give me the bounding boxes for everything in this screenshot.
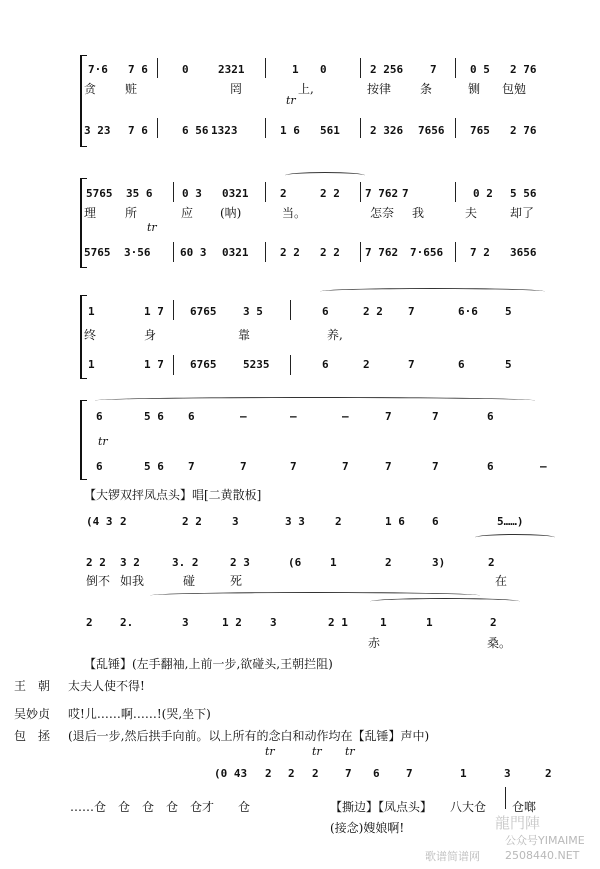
trill-mark: tr [147, 221, 157, 234]
dialogue-line: (退后一步,然后拱手向前。以上所有的念白和动作均在【乱锤】声中) [68, 729, 430, 743]
jianpu-note: 3 [504, 767, 511, 780]
lyric-char: 养, [327, 328, 343, 342]
jianpu-note: 7 [408, 305, 415, 318]
jianpu-note: 5 6 [144, 460, 164, 473]
jianpu-note: 5……) [497, 515, 524, 528]
jianpu-note: 3·56 [124, 246, 151, 259]
jianpu-note: 7 [408, 358, 415, 371]
lyric-char: 碰 [183, 574, 196, 588]
jianpu-note: 3 2 [120, 556, 140, 569]
lyric-char: 罔 [230, 82, 243, 96]
jianpu-note: 3. 2 [172, 556, 199, 569]
jianpu-note: 6 [487, 460, 494, 473]
speaker-name: 王 朝 [14, 679, 51, 693]
lyric-char: 按律 [367, 82, 392, 96]
jianpu-note: (6 [288, 556, 302, 569]
jianpu-note: 2 [490, 616, 497, 629]
barline [173, 182, 174, 202]
jianpu-note: 1 [460, 767, 467, 780]
lyric-char: 上, [298, 82, 314, 96]
jianpu-note: 0 2 [473, 187, 493, 200]
jianpu-note: 561 [320, 124, 340, 137]
barline [265, 242, 266, 262]
jianpu-note: 0 3 [182, 187, 202, 200]
lyric-char: 夫 [465, 206, 478, 220]
jianpu-note: 3) [432, 556, 446, 569]
lyric-char: 死 [230, 574, 243, 588]
jianpu-note: 7 [290, 460, 297, 473]
jianpu-note: 7656 [418, 124, 445, 137]
jianpu-note: 6·6 [458, 305, 478, 318]
jianpu-note: 6 [188, 410, 195, 423]
jianpu-note: 2 2 [86, 556, 106, 569]
percussion-label: 【撕边】【凤点头】 [330, 800, 433, 814]
jianpu-note: 2 [385, 556, 392, 569]
jianpu-note: 3656 [510, 246, 537, 259]
jianpu-note: 3 23 [84, 124, 111, 137]
watermark: 龍門陣 [495, 814, 541, 832]
lyric-char: 应 [181, 206, 194, 220]
lyric-char: 铡 [468, 82, 481, 96]
jianpu-note: 2 2 [320, 187, 340, 200]
lyric-char: 所 [125, 206, 138, 220]
barline [360, 58, 361, 78]
spoken-line: (接念)嫂娘啊! [330, 821, 405, 835]
lyric-char: 我 [412, 206, 425, 220]
watermark: 歌谱简谱网 [425, 850, 480, 863]
tie [285, 172, 365, 179]
barline [290, 355, 291, 375]
jianpu-note: – [290, 410, 297, 423]
jianpu-note: (4 3 [86, 515, 113, 528]
jianpu-note: 3 3 [285, 515, 305, 528]
lyric-char: 赃 [125, 82, 138, 96]
barline [360, 242, 361, 262]
jianpu-note: 7 [402, 187, 409, 200]
tie [95, 397, 535, 404]
jianpu-note: 5235 [243, 358, 270, 371]
barline [455, 58, 456, 78]
system-2 [0, 182, 600, 272]
jianpu-note: 7 [406, 767, 413, 780]
barline [173, 300, 174, 320]
jianpu-note: 2 [280, 187, 287, 200]
jianpu-note: 3 [270, 616, 277, 629]
trill-mark: tr [98, 435, 108, 448]
jianpu-note: 2 326 [370, 124, 404, 137]
jianpu-note: 6 [458, 358, 465, 371]
trill-mark: tr [286, 94, 296, 107]
percussion-label: 八大仓 [450, 800, 487, 814]
lyric-char: 终 [84, 328, 97, 342]
jianpu-note: 5765 [84, 246, 111, 259]
jianpu-note: 2 256 [370, 63, 404, 76]
jianpu-note: 2 [288, 767, 295, 780]
lyric-char: 赤 [368, 636, 381, 650]
jianpu-note: 7 [432, 410, 439, 423]
jianpu-note: 6 [432, 515, 439, 528]
jianpu-note: 1 6 [280, 124, 300, 137]
percussion-line: ……仓 仓 仓 仓 仓才 仓 [70, 800, 251, 814]
barline [455, 118, 456, 138]
speaker-name: 吴妙贞 [14, 707, 51, 721]
jianpu-note: 7 6 [128, 63, 148, 76]
barline [265, 58, 266, 78]
jianpu-note: 2 1 [328, 616, 348, 629]
jianpu-note: 2 76 [510, 63, 537, 76]
jianpu-note: 1 6 [385, 515, 405, 528]
lyric-char: 包勉 [502, 82, 527, 96]
lyric-char: 靠 [238, 328, 251, 342]
jianpu-note: 5 6 [144, 410, 164, 423]
lyric-char: 理 [84, 206, 97, 220]
lyric-char: (呐) [220, 206, 242, 220]
jianpu-note: 6 [373, 767, 380, 780]
jianpu-note: 3 [182, 616, 189, 629]
jianpu-note: 7 [430, 63, 437, 76]
jianpu-note: 6765 [190, 305, 217, 318]
speaker-name: 包 拯 [14, 729, 51, 743]
lyric-char: 桑。 [487, 636, 512, 650]
jianpu-note: 7 [240, 460, 247, 473]
barline [455, 182, 456, 202]
jianpu-note: – [342, 410, 349, 423]
jianpu-note: 1 [380, 616, 387, 629]
lyric-char: 在 [495, 574, 508, 588]
jianpu-note: 2 2 [182, 515, 202, 528]
trill-mark: tr [312, 745, 322, 758]
jianpu-note: 7 [385, 410, 392, 423]
jianpu-note: 2 [120, 515, 127, 528]
system-4 [0, 405, 600, 485]
dialogue-line: 太夫人使不得! [68, 679, 145, 693]
lyric-char: 如我 [120, 574, 145, 588]
jianpu-note: 1 [88, 305, 95, 318]
jianpu-note: 6 [487, 410, 494, 423]
jianpu-note: 2. [120, 616, 134, 629]
jianpu-note: 1 [426, 616, 433, 629]
jianpu-note: 35 6 [126, 187, 153, 200]
jianpu-note: 2 [312, 767, 319, 780]
jianpu-note: 1 [88, 358, 95, 371]
barline [173, 355, 174, 375]
jianpu-note: 5 [505, 305, 512, 318]
jianpu-note: 7 762 [365, 246, 399, 259]
jianpu-note: 3 [232, 515, 239, 528]
barline [173, 242, 174, 262]
jianpu-note: 7 [188, 460, 195, 473]
jianpu-note: 60 3 [180, 246, 207, 259]
watermark: 2508440.NET [505, 849, 580, 862]
barline [290, 300, 291, 320]
system-1 [0, 58, 600, 148]
lyric-char: 贪 [84, 82, 97, 96]
jianpu-note: 3 5 [243, 305, 263, 318]
tie [475, 534, 555, 541]
jianpu-note: 2321 [218, 63, 245, 76]
jianpu-note: 6 [322, 305, 329, 318]
jianpu-note: 1 7 [144, 305, 164, 318]
jianpu-note: 7 [342, 460, 349, 473]
stage-direction: 【乱锤】(左手翻袖,上前一步,欲碰头,王朝拦阻) [84, 657, 333, 671]
jianpu-note: 2 [363, 358, 370, 371]
jianpu-note: 7 2 [470, 246, 490, 259]
system-3 [0, 300, 600, 380]
jianpu-note: 1 7 [144, 358, 164, 371]
barline [157, 58, 158, 78]
jianpu-note: 7·6 [88, 63, 108, 76]
jianpu-note: 7 6 [128, 124, 148, 137]
barline [265, 182, 266, 202]
jianpu-note: 1 2 [222, 616, 242, 629]
trill-mark: tr [345, 745, 355, 758]
tie [320, 288, 545, 295]
dialogue-line: 哎!儿……啊……!(哭,坐下) [68, 707, 211, 721]
jianpu-note: 2 [545, 767, 552, 780]
jianpu-note: 7 762 [365, 187, 399, 200]
barline [265, 118, 266, 138]
jianpu-note: 2 2 [320, 246, 340, 259]
jianpu-note: 2 [265, 767, 272, 780]
jianpu-note: 7 [432, 460, 439, 473]
jianpu-note: – [540, 460, 547, 473]
jianpu-note: 6765 [190, 358, 217, 371]
barline [505, 787, 506, 809]
jianpu-note: 5 [505, 358, 512, 371]
jianpu-note: 2 [86, 616, 93, 629]
tie [370, 598, 520, 605]
jianpu-note: 0 [182, 63, 189, 76]
lyric-char: 怎奈 [370, 206, 395, 220]
percussion-label: 仓啷 [512, 800, 537, 814]
jianpu-note: 2 3 [230, 556, 250, 569]
jianpu-note: 7·656 [410, 246, 444, 259]
barline [157, 118, 158, 138]
lyric-char: 条 [420, 82, 433, 96]
lyric-char: 当。 [282, 206, 307, 220]
jianpu-note: 765 [470, 124, 490, 137]
trill-mark: tr [265, 745, 275, 758]
lyric-char: 倒不 [86, 574, 111, 588]
jianpu-note: 1323 [211, 124, 238, 137]
jianpu-note: 6 [96, 410, 103, 423]
jianpu-note: 2 2 [363, 305, 383, 318]
jianpu-note: 6 [96, 460, 103, 473]
jianpu-note: 2 [335, 515, 342, 528]
system-5 [0, 512, 600, 652]
jianpu-note: 1 [330, 556, 337, 569]
jianpu-note: 5765 [86, 187, 113, 200]
barline [360, 182, 361, 202]
jianpu-note: 2 [488, 556, 495, 569]
jianpu-note: (0 43 [214, 767, 248, 780]
jianpu-note: – [240, 410, 247, 423]
jianpu-note: 0 5 [470, 63, 490, 76]
jianpu-note: 6 [322, 358, 329, 371]
section-label: 【大锣双抨凤点头】唱[二黄散板] [84, 488, 262, 502]
lyric-char: 却了 [510, 206, 535, 220]
jianpu-note: 7 [345, 767, 352, 780]
jianpu-note: 7 [385, 460, 392, 473]
jianpu-note: 6 56 [182, 124, 209, 137]
jianpu-note: 1 [292, 63, 299, 76]
jianpu-note: 5 56 [510, 187, 537, 200]
jianpu-note: 2 2 [280, 246, 300, 259]
watermark: 公众号YIMAIME [505, 834, 585, 847]
barline [360, 118, 361, 138]
jianpu-note: 0321 [222, 246, 249, 259]
lyric-char: 身 [144, 328, 157, 342]
jianpu-note: 0 [320, 63, 327, 76]
jianpu-note: 2 76 [510, 124, 537, 137]
jianpu-note: 0321 [222, 187, 249, 200]
barline [455, 242, 456, 262]
